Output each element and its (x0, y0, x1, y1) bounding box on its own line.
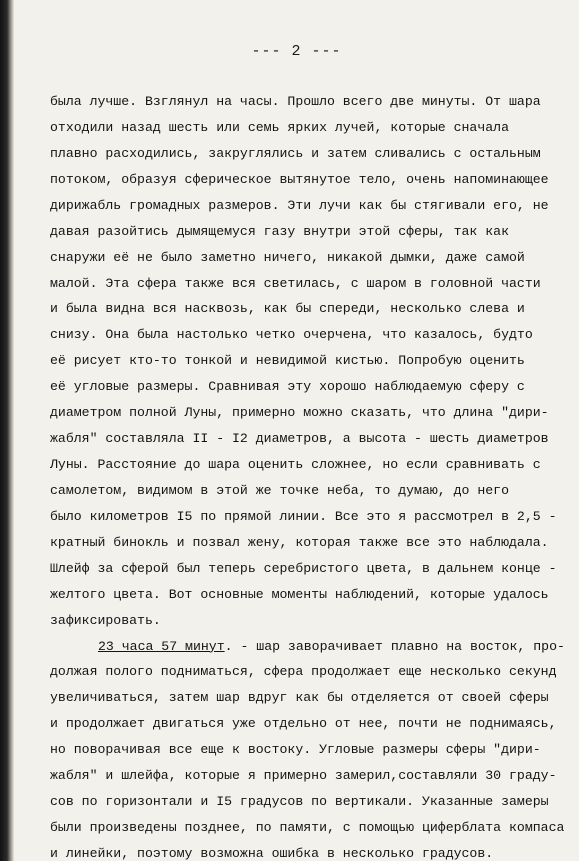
text-line: её рисует кто-то тонкой и невидимой кистью. Попробую оценить (50, 353, 525, 369)
page-number: --- 2 --- (251, 43, 342, 60)
text-line: желтого цвета. Вот основные моменты наблюдений, которые удалось (50, 586, 549, 602)
text-line: должая полого подниматься, сфера продолжает еще несколько секунд (50, 664, 557, 680)
text-line: Шлейф за сферой был теперь серебристого цвета, в дальнем конце - (50, 560, 557, 576)
text-line: зафиксировать. (50, 612, 161, 628)
time-marker: 23 часа 57 минут (98, 638, 225, 654)
text-line: снизу. Она была настолько четко очерчена, что казалось, будто (50, 327, 533, 343)
text-line: и линейки, поэтому возможна ошибка в несколько градусов. (50, 846, 494, 861)
text-line: но поворачивая все еще к востоку. Угловые размеры сферы "дири- (50, 742, 541, 758)
text-line: увеличиваться, затем шар вдруг как бы отделяется от своей сферы (50, 690, 549, 706)
time-marker-line (98, 639, 565, 655)
text-line: её угловые размеры. Сравнивая эту хорошо наблюдаемую сферу с (50, 379, 525, 395)
text-line: потоком, образуя сферическое вытянутое тело, очень напоминающее (50, 171, 549, 187)
text-line: и продолжает двигаться уже отдельно от нее, почти не поднимаясь, (50, 716, 557, 732)
text-line: и была видна вся насквозь, как бы спереди, несколько слева и (50, 301, 525, 317)
text-line: сов по горизонтали и I5 градусов по вертикали. Указанные замеры (50, 794, 549, 810)
text-line: малой. Эта сфера также вся светилась, с шаром в головной части (50, 275, 541, 291)
scan-edge-shadow (0, 0, 14, 861)
text-line: самолетом, видимом в этой же точке неба, то думаю, до него (50, 482, 509, 498)
text-line: дирижабль громадных размеров. Эти лучи как бы стягивали его, не (50, 197, 549, 213)
text-line: отходили назад шесть или семь ярких лучей, которые сначала (50, 119, 509, 135)
text-line: жабля" составляла II - I2 диаметров, а высота - шесть диаметров (50, 431, 549, 447)
text-line: диаметром полной Луны, примерно можно сказать, что длина "дири- (50, 405, 549, 421)
text-line: кратный бинокль и позвал жену, которая также все это наблюдала. (50, 534, 549, 550)
text-line: жабля" и шлейфа, которые я примерно замерил,составляли 30 граду- (50, 768, 557, 784)
text-line: снаружи её не было заметно ничего, никакой дымки, даже самой (50, 249, 525, 265)
body-text (14, 0, 579, 861)
document-page (14, 0, 579, 861)
text-line: Луны. Расстояние до шара оценить сложнее, но если сравнивать с (50, 457, 541, 473)
text-line: . - шар заворачивает плавно на восток, про- (224, 638, 565, 654)
text-line: была лучше. Взглянул на часы. Прошло всего две минуты. От шара (50, 94, 541, 109)
text-line: плавно расходились, закруглялись и затем сливались с остальным (50, 145, 541, 161)
text-line: были произведены позднее, по памяти, с помощью циферблата компаса (50, 820, 565, 836)
text-line: давая разойтись дымящемуся газу внутри этой сферы, так как (50, 223, 509, 239)
text-line: было километров I5 по прямой линии. Все это я рассмотрел в 2,5 - (50, 508, 557, 524)
